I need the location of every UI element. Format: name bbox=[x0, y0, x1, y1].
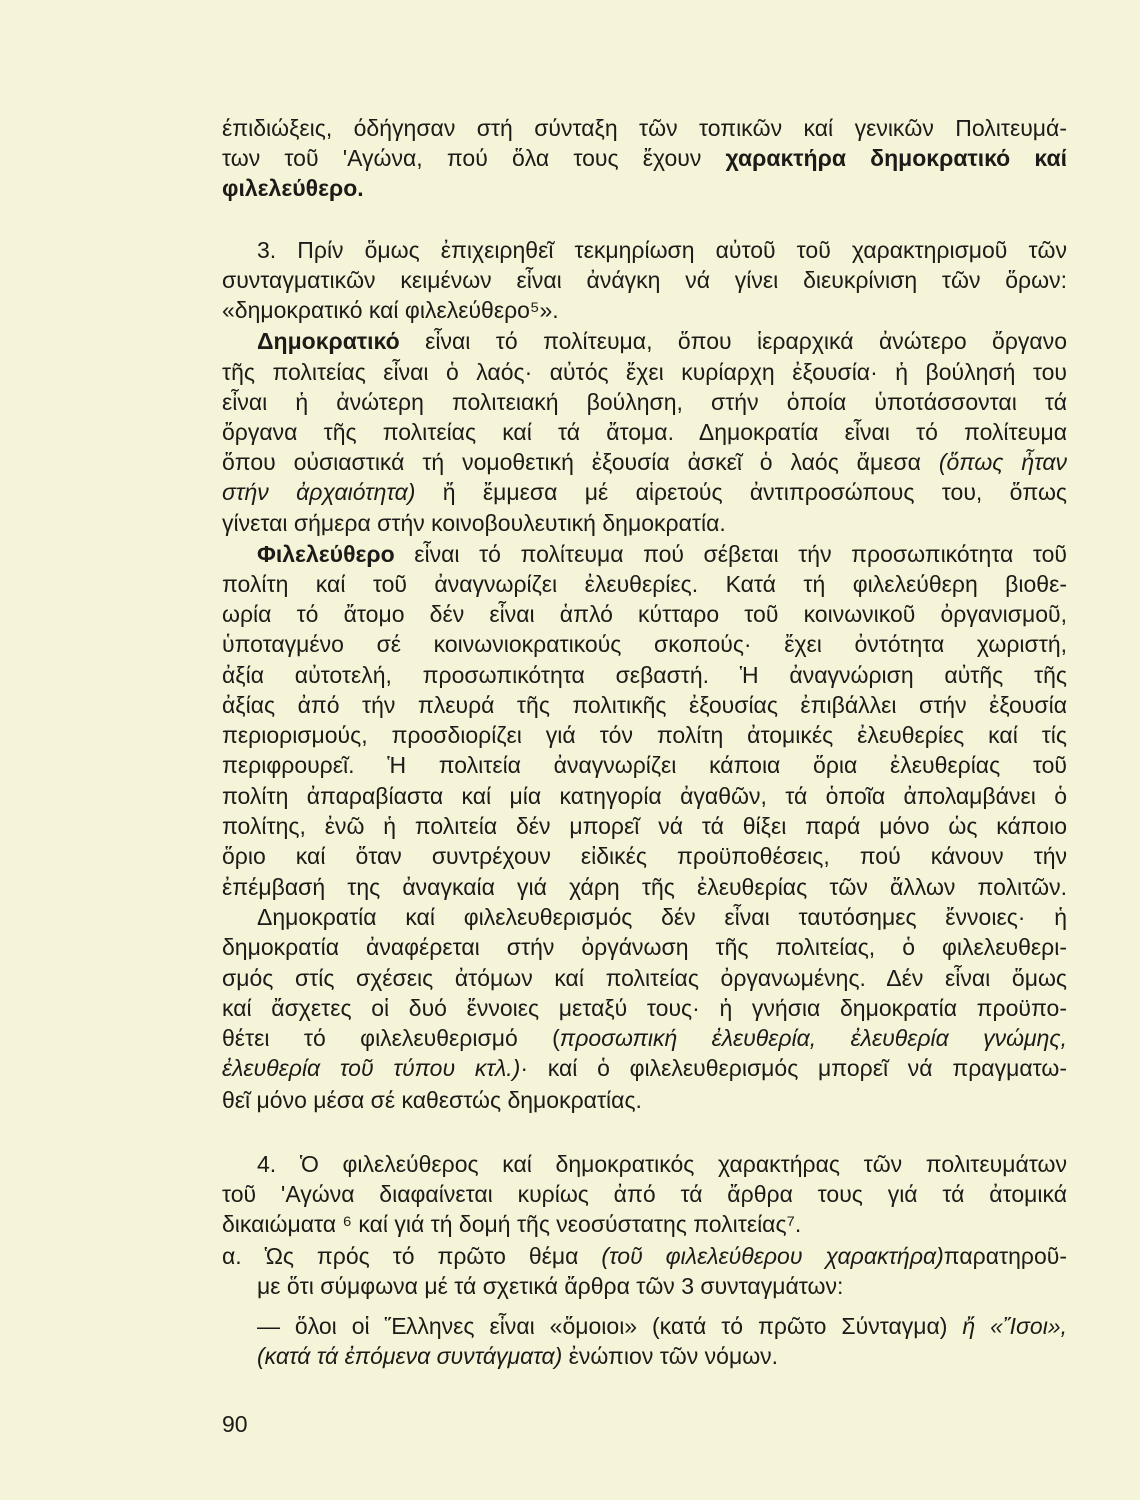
bold-text: Δημοκρατικό bbox=[257, 328, 400, 354]
text-segment: πολίτη καί τοῦ ἀναγνωρίζει ἐλευθερίες. Κατά τή φιλελεύθερη βιοθε- bbox=[222, 571, 1067, 597]
text-segment: ωρία τό ἄτομο δέν εἶναι ἁπλό κύτταρο τοῦ κοινωνικοῦ ὀργανισμοῦ, bbox=[222, 601, 1067, 627]
text-line bbox=[222, 811, 1067, 841]
text-line bbox=[222, 1179, 1067, 1209]
text-segment: περιφρουρεῖ. Ἡ πολιτεία ἀναγνωρίζει κάποια ὅρια ἐλευθερίας τοῦ bbox=[222, 752, 1067, 778]
text-line bbox=[257, 1311, 1067, 1341]
text-segment: τοῦ 'Αγώνα διαφαίνεται κυρίως ἀπό τά ἄρθρα τους γιά τά ἀτομικά bbox=[222, 1181, 1067, 1207]
text-segment: ὅπου οὐσιαστικά τή νομοθετική ἐξουσία ἀσκεῖ ὁ λαός ἄμεσα bbox=[222, 449, 939, 475]
text-segment: πολίτη ἀπαραβίαστα καί μία κατηγορία ἀγαθῶν, τά ὁποῖα ἀπολαμβάνει ὁ bbox=[222, 783, 1067, 809]
text-line bbox=[257, 1341, 1067, 1371]
text-line bbox=[222, 1053, 1067, 1083]
text-segment: παρατηροῦ- bbox=[943, 1243, 1067, 1269]
text-line bbox=[257, 902, 1067, 932]
text-line bbox=[257, 539, 1067, 569]
italic-text: (τοῦ φιλελεύθερου χαρακτήρα) bbox=[601, 1243, 944, 1269]
text-line bbox=[222, 932, 1067, 962]
text-line bbox=[222, 660, 1067, 690]
text-segment: δικαιώματα ⁶ καί γιά τή δομή τῆς νεοσύστατης πολιτείας⁷. bbox=[222, 1211, 802, 1237]
text-line bbox=[222, 417, 1067, 447]
italic-text: (κατά τά ἐπόμενα συντάγματα) bbox=[257, 1343, 563, 1369]
text-segment: έπιδιώξεις, όδήγησαν στή σύνταξη τῶν τοπικῶν καί γενικῶν Πολιτευμά- bbox=[222, 115, 1067, 141]
bold-text: χαρακτήρα δημοκρατικό καί bbox=[725, 145, 1068, 171]
text-line bbox=[257, 235, 1067, 265]
italic-text: (ὅπως ἦταν bbox=[938, 449, 1067, 475]
text-line bbox=[222, 629, 1067, 659]
text-segment: 4. Ὁ φιλελεύθερος καί δημοκρατικός χαρακτήρας τῶν πολιτευμάτων bbox=[257, 1151, 1067, 1177]
text-segment: θέτει τό φιλελευθερισμό ( bbox=[222, 1025, 560, 1051]
text-line bbox=[222, 1241, 1067, 1271]
text-line bbox=[222, 265, 1067, 295]
text-line bbox=[222, 1209, 1067, 1239]
text-segment: θεῖ μόνο μέσα σέ καθεστώς δημοκρατίας. bbox=[222, 1087, 642, 1113]
text-line bbox=[257, 1149, 1067, 1179]
text-segment: ὄργανα τῆς πολιτείας καί τά ἄτομα. Δημοκρατία εἶναι τό πολίτευμα bbox=[222, 419, 1067, 445]
text-segment: δημοκρατία ἀναφέρεται στήν ὀργάνωση τῆς πολιτείας, ὁ φιλελευθερι- bbox=[222, 934, 1067, 960]
text-line bbox=[222, 841, 1067, 871]
text-segment: με ὅτι σύμφωνα μέ τά σχετικά ἄρθρα τῶν 3 συνταγμάτων: bbox=[257, 1273, 844, 1299]
text-segment: περιορισμούς, προσδιορίζει γιά τόν πολίτη ἀτομικές ἐλευθερίες καί τίς bbox=[222, 722, 1067, 748]
text-segment: α. Ὡς πρός τό πρῶτο θέμα bbox=[222, 1243, 602, 1269]
text-segment: ὅριο καί ὅταν συντρέχουν εἰδικές προϋποθέσεις, πού κάνουν τήν bbox=[222, 843, 1067, 869]
italic-text: ἤ «Ἴσοι», bbox=[962, 1313, 1067, 1339]
text-line bbox=[222, 781, 1067, 811]
text-segment: εἶναι τό πολίτευμα, ὅπου ἱεραρχικά ἀνώτερο ὄργανο bbox=[399, 328, 1067, 354]
text-segment: γίνεται σήμερα στήν κοινοβουλευτική δημοκρατία. bbox=[222, 510, 726, 536]
text-line bbox=[222, 508, 1067, 538]
text-line bbox=[222, 113, 1067, 143]
text-segment: πολίτης, ἐνῶ ἡ πολιτεία δέν μπορεῖ νά τά θίξει παρά μόνο ὡς κάποιο bbox=[222, 813, 1067, 839]
bold-text: Φιλελεύθερο bbox=[257, 541, 395, 567]
text-line bbox=[257, 326, 1067, 356]
text-segment: σμός στίς σχέσεις ἀτόμων καί πολιτείας ὀργανωμένης. Δέν εἶναι ὅμως bbox=[222, 965, 1067, 991]
text-line bbox=[222, 143, 1067, 173]
text-segment: · καί ὁ φιλελευθερισμός μπορεῖ νά πραγματω- bbox=[520, 1055, 1067, 1081]
text-segment: εἶναι ἡ ἀνώτερη πολιτειακή βούληση, στήν ὁποία ὑποτάσσονται τά bbox=[222, 389, 1067, 415]
text-segment: «δημοκρατικό καί φιλελεύθερο⁵». bbox=[222, 297, 559, 323]
text-segment: Δημοκρατία καί φιλελευθερισμός δέν εἶναι ταυτόσημες ἔννοιες· ἡ bbox=[257, 904, 1067, 930]
text-segment: των τοῦ 'Αγώνα, πού ὅλα τους ἔχουν bbox=[222, 145, 726, 171]
text-line bbox=[222, 387, 1067, 417]
text-segment: συνταγματικῶν κειμένων εἶναι ἀνάγκη νά γίνει διευκρίνιση τῶν ὅρων: bbox=[222, 267, 1067, 293]
text-line bbox=[222, 872, 1067, 902]
text-line bbox=[222, 720, 1067, 750]
italic-text: ἐλευθερία τοῦ τύπου κτλ.) bbox=[222, 1055, 521, 1081]
text-segment: ἀξίας ἀπό τήν πλευρά τῆς πολιτικῆς ἐξουσίας ἐπιβάλλει στήν ἐξουσία bbox=[222, 692, 1067, 718]
text-segment: ἤ ἔμμεσα μέ αἱρετούς ἀντιπροσώπους του, ὅπως bbox=[415, 479, 1067, 505]
text-segment: 3. Πρίν ὅμως ἐπιχειρηθεῖ τεκμηρίωση αὐτοῦ τοῦ χαρακτηρισμοῦ τῶν bbox=[257, 237, 1067, 263]
text-line bbox=[222, 447, 1067, 477]
text-line bbox=[222, 477, 1067, 507]
text-line bbox=[222, 1085, 1067, 1115]
text-segment: εἶναι τό πολίτευμα πού σέβεται τήν προσωπικότητα τοῦ bbox=[394, 541, 1067, 567]
text-line bbox=[222, 750, 1067, 780]
text-line bbox=[222, 690, 1067, 720]
text-line bbox=[222, 1023, 1067, 1053]
text-line bbox=[222, 993, 1067, 1023]
text-line bbox=[257, 1271, 1067, 1301]
text-line bbox=[222, 599, 1067, 629]
text-segment: καί ἄσχετες οἱ δυό ἔννοιες μεταξύ τους· ἡ γνήσια δημοκρατία προϋπο- bbox=[222, 995, 1067, 1021]
text-line bbox=[222, 295, 1067, 325]
text-segment: τῆς πολιτείας εἶναι ὁ λαός· αὐτός ἔχει κυρίαρχη ἐξουσία· ἡ βούλησή του bbox=[222, 359, 1067, 385]
text-segment: ἐπέμβασή της ἀναγκαία γιά χάρη τῆς ἐλευθερίας τῶν ἄλλων πολιτῶν. bbox=[222, 874, 1067, 900]
text-segment: ὑποταγμένο σέ κοινωνιοκρατικούς σκοπούς· ἔχει ὀντότητα χωριστή, bbox=[222, 631, 1067, 657]
italic-text: προσωπική ἐλευθερία, ἐλευθερία γνώμης, bbox=[559, 1025, 1067, 1051]
text-segment: ἀξία αὐτοτελή, προσωπικότητα σεβαστή. Ἡ ἀναγνώριση αὐτῆς τῆς bbox=[222, 662, 1067, 688]
italic-text: στήν ἀρχαιότητα) bbox=[222, 479, 416, 505]
text-line bbox=[222, 963, 1067, 993]
text-segment: — ὅλοι οἱ Ἕλληνες εἶναι «ὅμοιοι» (κατά τό πρῶτο Σύνταγμα) bbox=[257, 1313, 963, 1339]
text-line bbox=[222, 357, 1067, 387]
text-line bbox=[222, 173, 1067, 203]
text-line bbox=[222, 569, 1067, 599]
page-number: 90 bbox=[222, 1411, 248, 1437]
text-segment: ἐνώπιον τῶν νόμων. bbox=[562, 1343, 779, 1369]
bold-text: φιλελεύθερο. bbox=[222, 175, 364, 201]
